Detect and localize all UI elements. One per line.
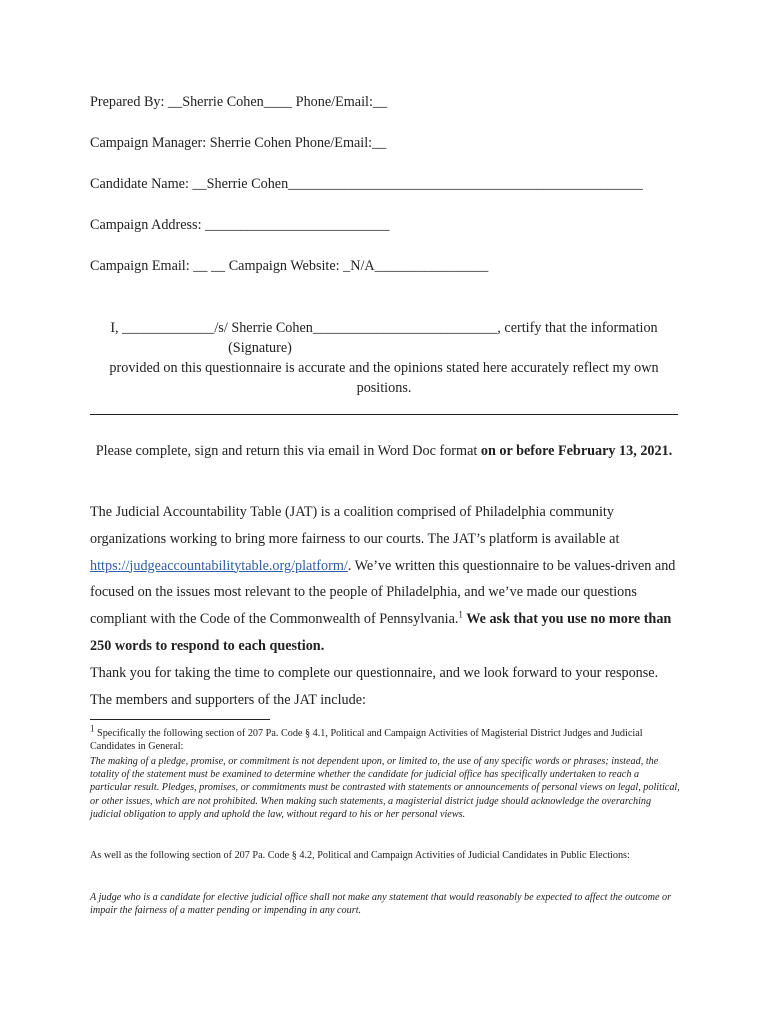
certification-line-1: I, _____________/s/ Sherrie Cohen__________________________, certify that the information	[110, 320, 658, 336]
instructions	[90, 441, 678, 462]
campaign-email-website-line: Campaign Email: __ __ Campaign Website: _N/A________________	[90, 258, 489, 274]
instructions-deadline: on or before February 13, 2021.	[480, 443, 673, 459]
certification-line-3: provided on this questionnaire is accurate and the opinions stated here accurately reflect my own	[109, 360, 659, 376]
intro-paragraph	[90, 499, 680, 713]
footnote-reference[interactable]: 1	[458, 609, 463, 620]
word-limit-request: We ask that you use no more than 250 words to respond to each question.	[90, 611, 672, 654]
thanks-text: Thank you for taking the time to complete our questionnaire, and we look forward to your response. The members and supporters of the JAT include:	[90, 664, 659, 708]
footnote-quote-2: A judge who is a candidate for elective judicial office shall not make any statement that would reasonably be expected to affect the outcome or impair the fairness of a matter pending or impending in any court.	[90, 892, 672, 917]
section-divider	[90, 414, 678, 415]
campaign-manager-line: Campaign Manager: Sherrie Cohen Phone/Email:__	[90, 135, 387, 151]
intro-text-1: The Judicial Accountability Table (JAT) is a coalition comprised of Philadelphia community organizations working to bring more fairness to our courts. The JAT’s platform is available at	[90, 504, 620, 547]
footnote-mark: 1	[90, 723, 95, 734]
instructions-text: Please complete, sign and return this via email in Word Doc format	[95, 443, 481, 459]
prepared-by-line: Prepared By: __Sherrie Cohen____ Phone/Email:__	[90, 94, 388, 110]
footnote-heading	[90, 723, 680, 753]
certification-line-4: positions.	[356, 380, 412, 396]
signature-label: (Signature)	[228, 340, 292, 356]
footnote-quote-1: The making of a pledge, promise, or commitment is not dependent upon, or limited to, the use of any specific words or phrases; instead, the totality of the statement must be examined to determine whether the candidate for judicial office has specifically undertaken to reach a particular result. Pledges, promises, or commitments must be contrasted with statements or announcements of personal views on legal, political, or other issues, which are not prohibited. When making such statements, a magisterial district judge should acknowledge the overarching judicial obligation to apply and uphold the law, without regard to his or her personal views.	[90, 756, 680, 820]
campaign-address-line: Campaign Address: __________________________	[90, 217, 390, 233]
intro-text-2: . We’ve written this questionnaire to be values-driven and focused on the issues most relevant to the people of Philadelphia, and we’ve made our questions compliant with the Code of the Commonwealth of Pennsylvania.	[90, 557, 676, 628]
footnote-second-heading: As well as the following section of 207 Pa. Code § 4.2, Political and Campaign Activities of Judicial Candidates in Public Elections:	[90, 850, 630, 861]
candidate-name-line: Candidate Name: __Sherrie Cohen__________________________________________________	[90, 176, 643, 192]
platform-link[interactable]: https://judgeaccountabilitytable.org/platform/	[90, 557, 348, 574]
footnote-separator	[90, 719, 270, 720]
footnote-heading-text: Specifically the following section of 207 Pa. Code § 4.1, Political and Campaign Activities of Magisterial District Judges and Judicial Candidates in General:	[90, 728, 643, 753]
